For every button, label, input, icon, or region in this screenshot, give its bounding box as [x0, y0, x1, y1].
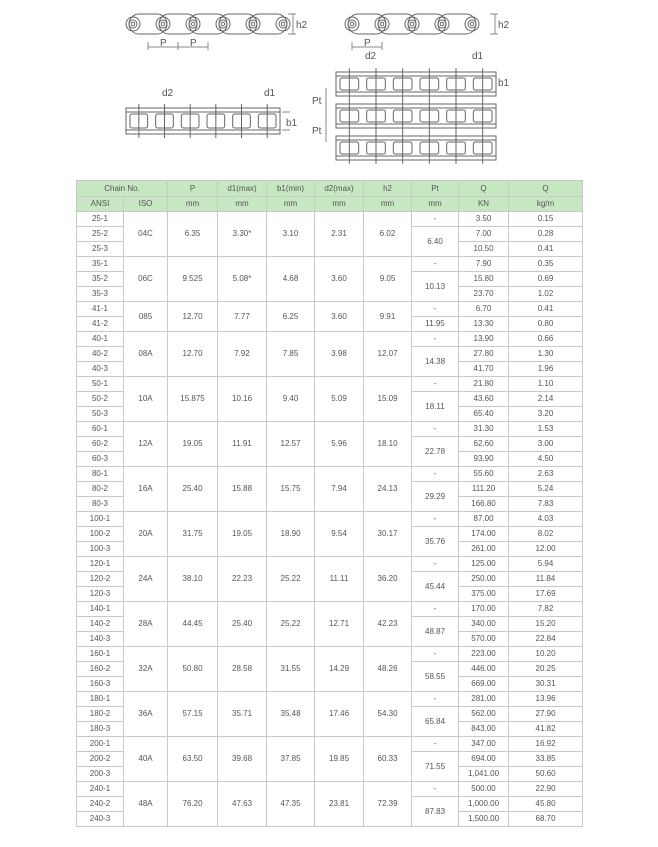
ansi-cell: 160-2: [77, 662, 124, 677]
table-row: [77, 422, 583, 437]
pin-diameter-cell: 2.31: [315, 212, 364, 257]
ansi-cell: 140-2: [77, 617, 124, 632]
inner-width-cell: 7.85: [267, 332, 315, 377]
triple-chain-side-view: [330, 4, 510, 54]
transverse-pitch-cell: -: [412, 557, 459, 572]
pin-diameter-cell: 3.60: [315, 257, 364, 302]
inner-width-label: b1: [286, 118, 298, 129]
weight-cell: 1.96: [509, 362, 583, 377]
ansi-cell: 200-3: [77, 767, 124, 782]
roller-diameter-label-2: d1: [472, 51, 484, 62]
ansi-cell: 120-1: [77, 557, 124, 572]
tensile-strength-cell: 13.90: [459, 332, 509, 347]
weight-cell: 3.20: [509, 407, 583, 422]
tensile-strength-cell: 446.00: [459, 662, 509, 677]
weight-cell: 0.28: [509, 227, 583, 242]
roller-diameter-cell: 19.05: [218, 512, 267, 557]
header-iso: ISO: [124, 197, 168, 212]
weight-cell: 1.53: [509, 422, 583, 437]
transverse-pitch-cell: -: [412, 512, 459, 527]
plate-height-cell: 36.20: [364, 557, 412, 602]
roller-diameter-cell: 39.68: [218, 737, 267, 782]
plate-height-cell: 54.30: [364, 692, 412, 737]
table-row: [77, 467, 583, 482]
ansi-cell: 60-2: [77, 437, 124, 452]
ansi-cell: 25-3: [77, 242, 124, 257]
header-q-strength: Q: [459, 181, 509, 197]
header-q-weight: Q: [509, 181, 583, 197]
iso-cell: 48A: [124, 782, 168, 827]
pitch-cell: 57.15: [168, 692, 218, 737]
units-row: [77, 197, 583, 212]
inner-width-cell: 47.35: [267, 782, 315, 827]
tensile-strength-cell: 62.60: [459, 437, 509, 452]
tensile-strength-cell: 250.00: [459, 572, 509, 587]
roller-diameter-cell: 28.58: [218, 647, 267, 692]
ansi-cell: 180-2: [77, 707, 124, 722]
header-ansi: ANSI: [77, 197, 124, 212]
pin-diameter-cell: 5.09: [315, 377, 364, 422]
roller-diameter-cell: 25.40: [218, 602, 267, 647]
pin-diameter-cell: 23.81: [315, 782, 364, 827]
transverse-pitch-cell: 45.44: [412, 572, 459, 602]
ansi-cell: 35-1: [77, 257, 124, 272]
transverse-pitch-cell: -: [412, 302, 459, 317]
inner-width-label-2: b1: [498, 78, 510, 89]
table-row: [77, 692, 583, 707]
tensile-strength-cell: 10.50: [459, 242, 509, 257]
pin-diameter-cell: 3.60: [315, 302, 364, 332]
tensile-strength-cell: 13.30: [459, 317, 509, 332]
ansi-cell: 35-3: [77, 287, 124, 302]
plate-height-cell: 9.05: [364, 257, 412, 302]
ansi-cell: 50-2: [77, 392, 124, 407]
weight-cell: 4.50: [509, 452, 583, 467]
weight-cell: 27.90: [509, 707, 583, 722]
transverse-pitch-cell: 18.11: [412, 392, 459, 422]
plate-height-cell: 48.26: [364, 647, 412, 692]
tensile-strength-cell: 27.80: [459, 347, 509, 362]
pitch-cell: 12.70: [168, 332, 218, 377]
tensile-strength-cell: 375.00: [459, 587, 509, 602]
ansi-cell: 80-3: [77, 497, 124, 512]
ansi-cell: 40-1: [77, 332, 124, 347]
table-row: [77, 602, 583, 617]
roller-diameter-cell: 47.63: [218, 782, 267, 827]
transverse-pitch-cell: -: [412, 332, 459, 347]
weight-cell: 41.82: [509, 722, 583, 737]
pitch-cell: 38.10: [168, 557, 218, 602]
transverse-pitch-cell: 58.55: [412, 662, 459, 692]
tensile-strength-cell: 21.80: [459, 377, 509, 392]
unit-q-strength: KN: [459, 197, 509, 212]
transverse-pitch-cell: -: [412, 467, 459, 482]
tensile-strength-cell: 87.00: [459, 512, 509, 527]
tensile-strength-cell: 93.90: [459, 452, 509, 467]
inner-width-cell: 35.48: [267, 692, 315, 737]
roller-diameter-cell: 5.08*: [218, 257, 267, 302]
weight-cell: 30.31: [509, 677, 583, 692]
pitch-cell: 31.75: [168, 512, 218, 557]
single-chain-top-view: [118, 82, 298, 152]
weight-cell: 1.02: [509, 287, 583, 302]
tensile-strength-cell: 570.00: [459, 632, 509, 647]
weight-cell: 22.84: [509, 632, 583, 647]
iso-cell: 12A: [124, 422, 168, 467]
inner-width-cell: 6.25: [267, 302, 315, 332]
weight-cell: 10.20: [509, 647, 583, 662]
weight-cell: 50.60: [509, 767, 583, 782]
unit-b1: mm: [267, 197, 315, 212]
inner-width-cell: 4.68: [267, 257, 315, 302]
ansi-cell: 41-2: [77, 317, 124, 332]
tensile-strength-cell: 500.00: [459, 782, 509, 797]
ansi-cell: 25-2: [77, 227, 124, 242]
transverse-pitch-cell: 65.84: [412, 707, 459, 737]
ansi-cell: 50-3: [77, 407, 124, 422]
ansi-cell: 100-3: [77, 542, 124, 557]
plate-height-cell: 15.09: [364, 377, 412, 422]
table-row: [77, 302, 583, 317]
tensile-strength-cell: 6.70: [459, 302, 509, 317]
plate-height-cell: 9.91: [364, 302, 412, 332]
iso-cell: 36A: [124, 692, 168, 737]
weight-cell: 0.41: [509, 242, 583, 257]
header-p: P: [168, 181, 218, 197]
inner-width-cell: 18.90: [267, 512, 315, 557]
roller-diameter-cell: 22.23: [218, 557, 267, 602]
tensile-strength-cell: 3.50: [459, 212, 509, 227]
tensile-strength-cell: 694.00: [459, 752, 509, 767]
weight-cell: 0.69: [509, 272, 583, 287]
ansi-cell: 50-1: [77, 377, 124, 392]
plate-height-cell: 60.33: [364, 737, 412, 782]
weight-cell: 33.85: [509, 752, 583, 767]
plate-height-cell: 30.17: [364, 512, 412, 557]
ansi-cell: 140-3: [77, 632, 124, 647]
table-row: [77, 212, 583, 227]
unit-pt: mm: [412, 197, 459, 212]
pitch-cell: 50.80: [168, 647, 218, 692]
tensile-strength-cell: 41.70: [459, 362, 509, 377]
tensile-strength-cell: 843.00: [459, 722, 509, 737]
weight-cell: 7.82: [509, 602, 583, 617]
inner-width-cell: 25.22: [267, 602, 315, 647]
roller-diameter-label: d1: [264, 88, 276, 99]
pin-diameter-cell: 7.94: [315, 467, 364, 512]
pin-diameter-cell: 14.29: [315, 647, 364, 692]
tensile-strength-cell: 261.00: [459, 542, 509, 557]
weight-cell: 0.80: [509, 317, 583, 332]
tensile-strength-cell: 7.90: [459, 257, 509, 272]
pitch-cell: 19.05: [168, 422, 218, 467]
unit-q-weight: kg/m: [509, 197, 583, 212]
inner-width-cell: 15.75: [267, 467, 315, 512]
transverse-pitch-cell: -: [412, 212, 459, 227]
ansi-cell: 80-2: [77, 482, 124, 497]
ansi-cell: 35-2: [77, 272, 124, 287]
ansi-cell: 40-3: [77, 362, 124, 377]
tensile-strength-cell: 43.60: [459, 392, 509, 407]
pitch-cell: 63.50: [168, 737, 218, 782]
iso-cell: 04C: [124, 212, 168, 257]
weight-cell: 68.70: [509, 812, 583, 827]
transverse-pitch-cell: 35.76: [412, 527, 459, 557]
iso-cell: 40A: [124, 737, 168, 782]
tensile-strength-cell: 111.20: [459, 482, 509, 497]
chain-spec-table: [76, 180, 583, 827]
tensile-strength-cell: 65.40: [459, 407, 509, 422]
weight-cell: 7.83: [509, 497, 583, 512]
weight-cell: 0.66: [509, 332, 583, 347]
single-chain-side-view: [120, 4, 310, 54]
weight-cell: 20.25: [509, 662, 583, 677]
weight-cell: 16.92: [509, 737, 583, 752]
tensile-strength-cell: 55.60: [459, 467, 509, 482]
table-row: [77, 557, 583, 572]
ansi-cell: 200-2: [77, 752, 124, 767]
ansi-cell: 80-1: [77, 467, 124, 482]
tensile-strength-cell: 347.00: [459, 737, 509, 752]
roller-diameter-cell: 15.88: [218, 467, 267, 512]
ansi-cell: 60-1: [77, 422, 124, 437]
iso-cell: 24A: [124, 557, 168, 602]
pin-diameter-cell: 19.85: [315, 737, 364, 782]
table-row: [77, 332, 583, 347]
header-row: [77, 181, 583, 197]
pin-diameter-cell: 9.54: [315, 512, 364, 557]
roller-diameter-cell: 35.71: [218, 692, 267, 737]
transverse-pitch-cell: 48.87: [412, 617, 459, 647]
plate-height-cell: 72.39: [364, 782, 412, 827]
transverse-pitch-cell: 11.95: [412, 317, 459, 332]
tensile-strength-cell: 281.00: [459, 692, 509, 707]
transverse-pitch-cell: -: [412, 692, 459, 707]
weight-cell: 15.20: [509, 617, 583, 632]
iso-cell: 20A: [124, 512, 168, 557]
pin-diameter-label-2: d2: [365, 51, 377, 62]
transverse-pitch-cell: -: [412, 257, 459, 272]
header-d2: d2(max): [315, 181, 364, 197]
ansi-cell: 180-3: [77, 722, 124, 737]
unit-d2: mm: [315, 197, 364, 212]
inner-width-cell: 31.55: [267, 647, 315, 692]
transverse-pitch-cell: 29.29: [412, 482, 459, 512]
ansi-cell: 60-3: [77, 452, 124, 467]
transverse-pitch-cell: -: [412, 782, 459, 797]
weight-cell: 22.90: [509, 782, 583, 797]
triple-chain-top-view: [310, 50, 520, 168]
transverse-pitch-label-2: Pt: [312, 126, 322, 137]
weight-cell: 17.69: [509, 587, 583, 602]
weight-cell: 1.10: [509, 377, 583, 392]
plate-height-cell: 42.23: [364, 602, 412, 647]
pitch-label: P: [160, 38, 167, 49]
tensile-strength-cell: 166.80: [459, 497, 509, 512]
tensile-strength-cell: 340.00: [459, 617, 509, 632]
ansi-cell: 100-1: [77, 512, 124, 527]
pitch-cell: 25.40: [168, 467, 218, 512]
ansi-cell: 240-1: [77, 782, 124, 797]
tensile-strength-cell: 31.30: [459, 422, 509, 437]
ansi-cell: 200-1: [77, 737, 124, 752]
tensile-strength-cell: 223.00: [459, 647, 509, 662]
transverse-pitch-cell: 10.13: [412, 272, 459, 302]
transverse-pitch-cell: -: [412, 647, 459, 662]
height-label-2: h2: [498, 20, 510, 31]
weight-cell: 4.03: [509, 512, 583, 527]
transverse-pitch-cell: -: [412, 737, 459, 752]
weight-cell: 8.02: [509, 527, 583, 542]
table-row: [77, 377, 583, 392]
weight-cell: 5.94: [509, 557, 583, 572]
inner-width-cell: 37.85: [267, 737, 315, 782]
roller-diameter-cell: 7.92: [218, 332, 267, 377]
weight-cell: 45.80: [509, 797, 583, 812]
pin-diameter-label: d2: [162, 88, 174, 99]
roller-diameter-cell: 10.16: [218, 377, 267, 422]
weight-cell: 0.35: [509, 257, 583, 272]
plate-height-cell: 12.07: [364, 332, 412, 377]
ansi-cell: 140-1: [77, 602, 124, 617]
inner-width-cell: 9.40: [267, 377, 315, 422]
pitch-cell: 9.525: [168, 257, 218, 302]
iso-cell: 08A: [124, 332, 168, 377]
inner-width-cell: 3.10: [267, 212, 315, 257]
ansi-cell: 40-2: [77, 347, 124, 362]
pin-diameter-cell: 11.11: [315, 557, 364, 602]
ansi-cell: 120-2: [77, 572, 124, 587]
iso-cell: 085: [124, 302, 168, 332]
weight-cell: 2.63: [509, 467, 583, 482]
table-row: [77, 737, 583, 752]
weight-cell: 13.96: [509, 692, 583, 707]
chain-diagrams: [0, 0, 658, 175]
pitch-cell: 15.875: [168, 377, 218, 422]
pitch-cell: 44.45: [168, 602, 218, 647]
weight-cell: 1.30: [509, 347, 583, 362]
ansi-cell: 240-3: [77, 812, 124, 827]
pitch-cell: 6.35: [168, 212, 218, 257]
header-chain-no: Chain No.: [77, 181, 168, 197]
roller-diameter-cell: 11.91: [218, 422, 267, 467]
pitch-label-3: P: [364, 38, 371, 49]
table-row: [77, 257, 583, 272]
unit-p: mm: [168, 197, 218, 212]
weight-cell: 11.84: [509, 572, 583, 587]
tensile-strength-cell: 1,041.00: [459, 767, 509, 782]
transverse-pitch-cell: 22.78: [412, 437, 459, 467]
roller-diameter-cell: 3.30*: [218, 212, 267, 257]
inner-width-cell: 12.57: [267, 422, 315, 467]
tensile-strength-cell: 1,000.00: [459, 797, 509, 812]
header-d1: d1(max): [218, 181, 267, 197]
ansi-cell: 160-3: [77, 677, 124, 692]
tensile-strength-cell: 562.00: [459, 707, 509, 722]
tensile-strength-cell: 125.00: [459, 557, 509, 572]
transverse-pitch-cell: 87.83: [412, 797, 459, 827]
iso-cell: 28A: [124, 602, 168, 647]
tensile-strength-cell: 669.00: [459, 677, 509, 692]
transverse-pitch-label: Pt: [312, 96, 322, 107]
weight-cell: 0.41: [509, 302, 583, 317]
tensile-strength-cell: 174.00: [459, 527, 509, 542]
ansi-cell: 25-1: [77, 212, 124, 227]
unit-h2: mm: [364, 197, 412, 212]
tensile-strength-cell: 15.80: [459, 272, 509, 287]
weight-cell: 0.15: [509, 212, 583, 227]
weight-cell: 2.14: [509, 392, 583, 407]
tensile-strength-cell: 7.00: [459, 227, 509, 242]
roller-diameter-cell: 7.77: [218, 302, 267, 332]
iso-cell: 06C: [124, 257, 168, 302]
plate-height-cell: 18.10: [364, 422, 412, 467]
plate-height-cell: 6.02: [364, 212, 412, 257]
unit-d1: mm: [218, 197, 267, 212]
iso-cell: 32A: [124, 647, 168, 692]
pitch-cell: 12.70: [168, 302, 218, 332]
height-label: h2: [296, 20, 308, 31]
tensile-strength-cell: 1,500.00: [459, 812, 509, 827]
transverse-pitch-cell: -: [412, 377, 459, 392]
table-row: [77, 512, 583, 527]
table-row: [77, 647, 583, 662]
inner-width-cell: 25.22: [267, 557, 315, 602]
ansi-cell: 180-1: [77, 692, 124, 707]
weight-cell: 12.00: [509, 542, 583, 557]
ansi-cell: 41-1: [77, 302, 124, 317]
weight-cell: 3.00: [509, 437, 583, 452]
tensile-strength-cell: 170.00: [459, 602, 509, 617]
header-b1: b1(min): [267, 181, 315, 197]
header-h2: h2: [364, 181, 412, 197]
pitch-label-2: P: [190, 38, 197, 49]
transverse-pitch-cell: 14.38: [412, 347, 459, 377]
table-row: [77, 782, 583, 797]
pin-diameter-cell: 5.96: [315, 422, 364, 467]
ansi-cell: 160-1: [77, 647, 124, 662]
iso-cell: 16A: [124, 467, 168, 512]
pitch-cell: 76.20: [168, 782, 218, 827]
ansi-cell: 120-3: [77, 587, 124, 602]
pin-diameter-cell: 3.98: [315, 332, 364, 377]
transverse-pitch-cell: -: [412, 422, 459, 437]
transverse-pitch-cell: 6.40: [412, 227, 459, 257]
plate-height-cell: 24.13: [364, 467, 412, 512]
weight-cell: 5.24: [509, 482, 583, 497]
pin-diameter-cell: 17.46: [315, 692, 364, 737]
ansi-cell: 240-2: [77, 797, 124, 812]
transverse-pitch-cell: 71.55: [412, 752, 459, 782]
iso-cell: 10A: [124, 377, 168, 422]
transverse-pitch-cell: -: [412, 602, 459, 617]
header-pt: Pt: [412, 181, 459, 197]
ansi-cell: 100-2: [77, 527, 124, 542]
tensile-strength-cell: 23.70: [459, 287, 509, 302]
pin-diameter-cell: 12.71: [315, 602, 364, 647]
table-body: [77, 212, 583, 827]
